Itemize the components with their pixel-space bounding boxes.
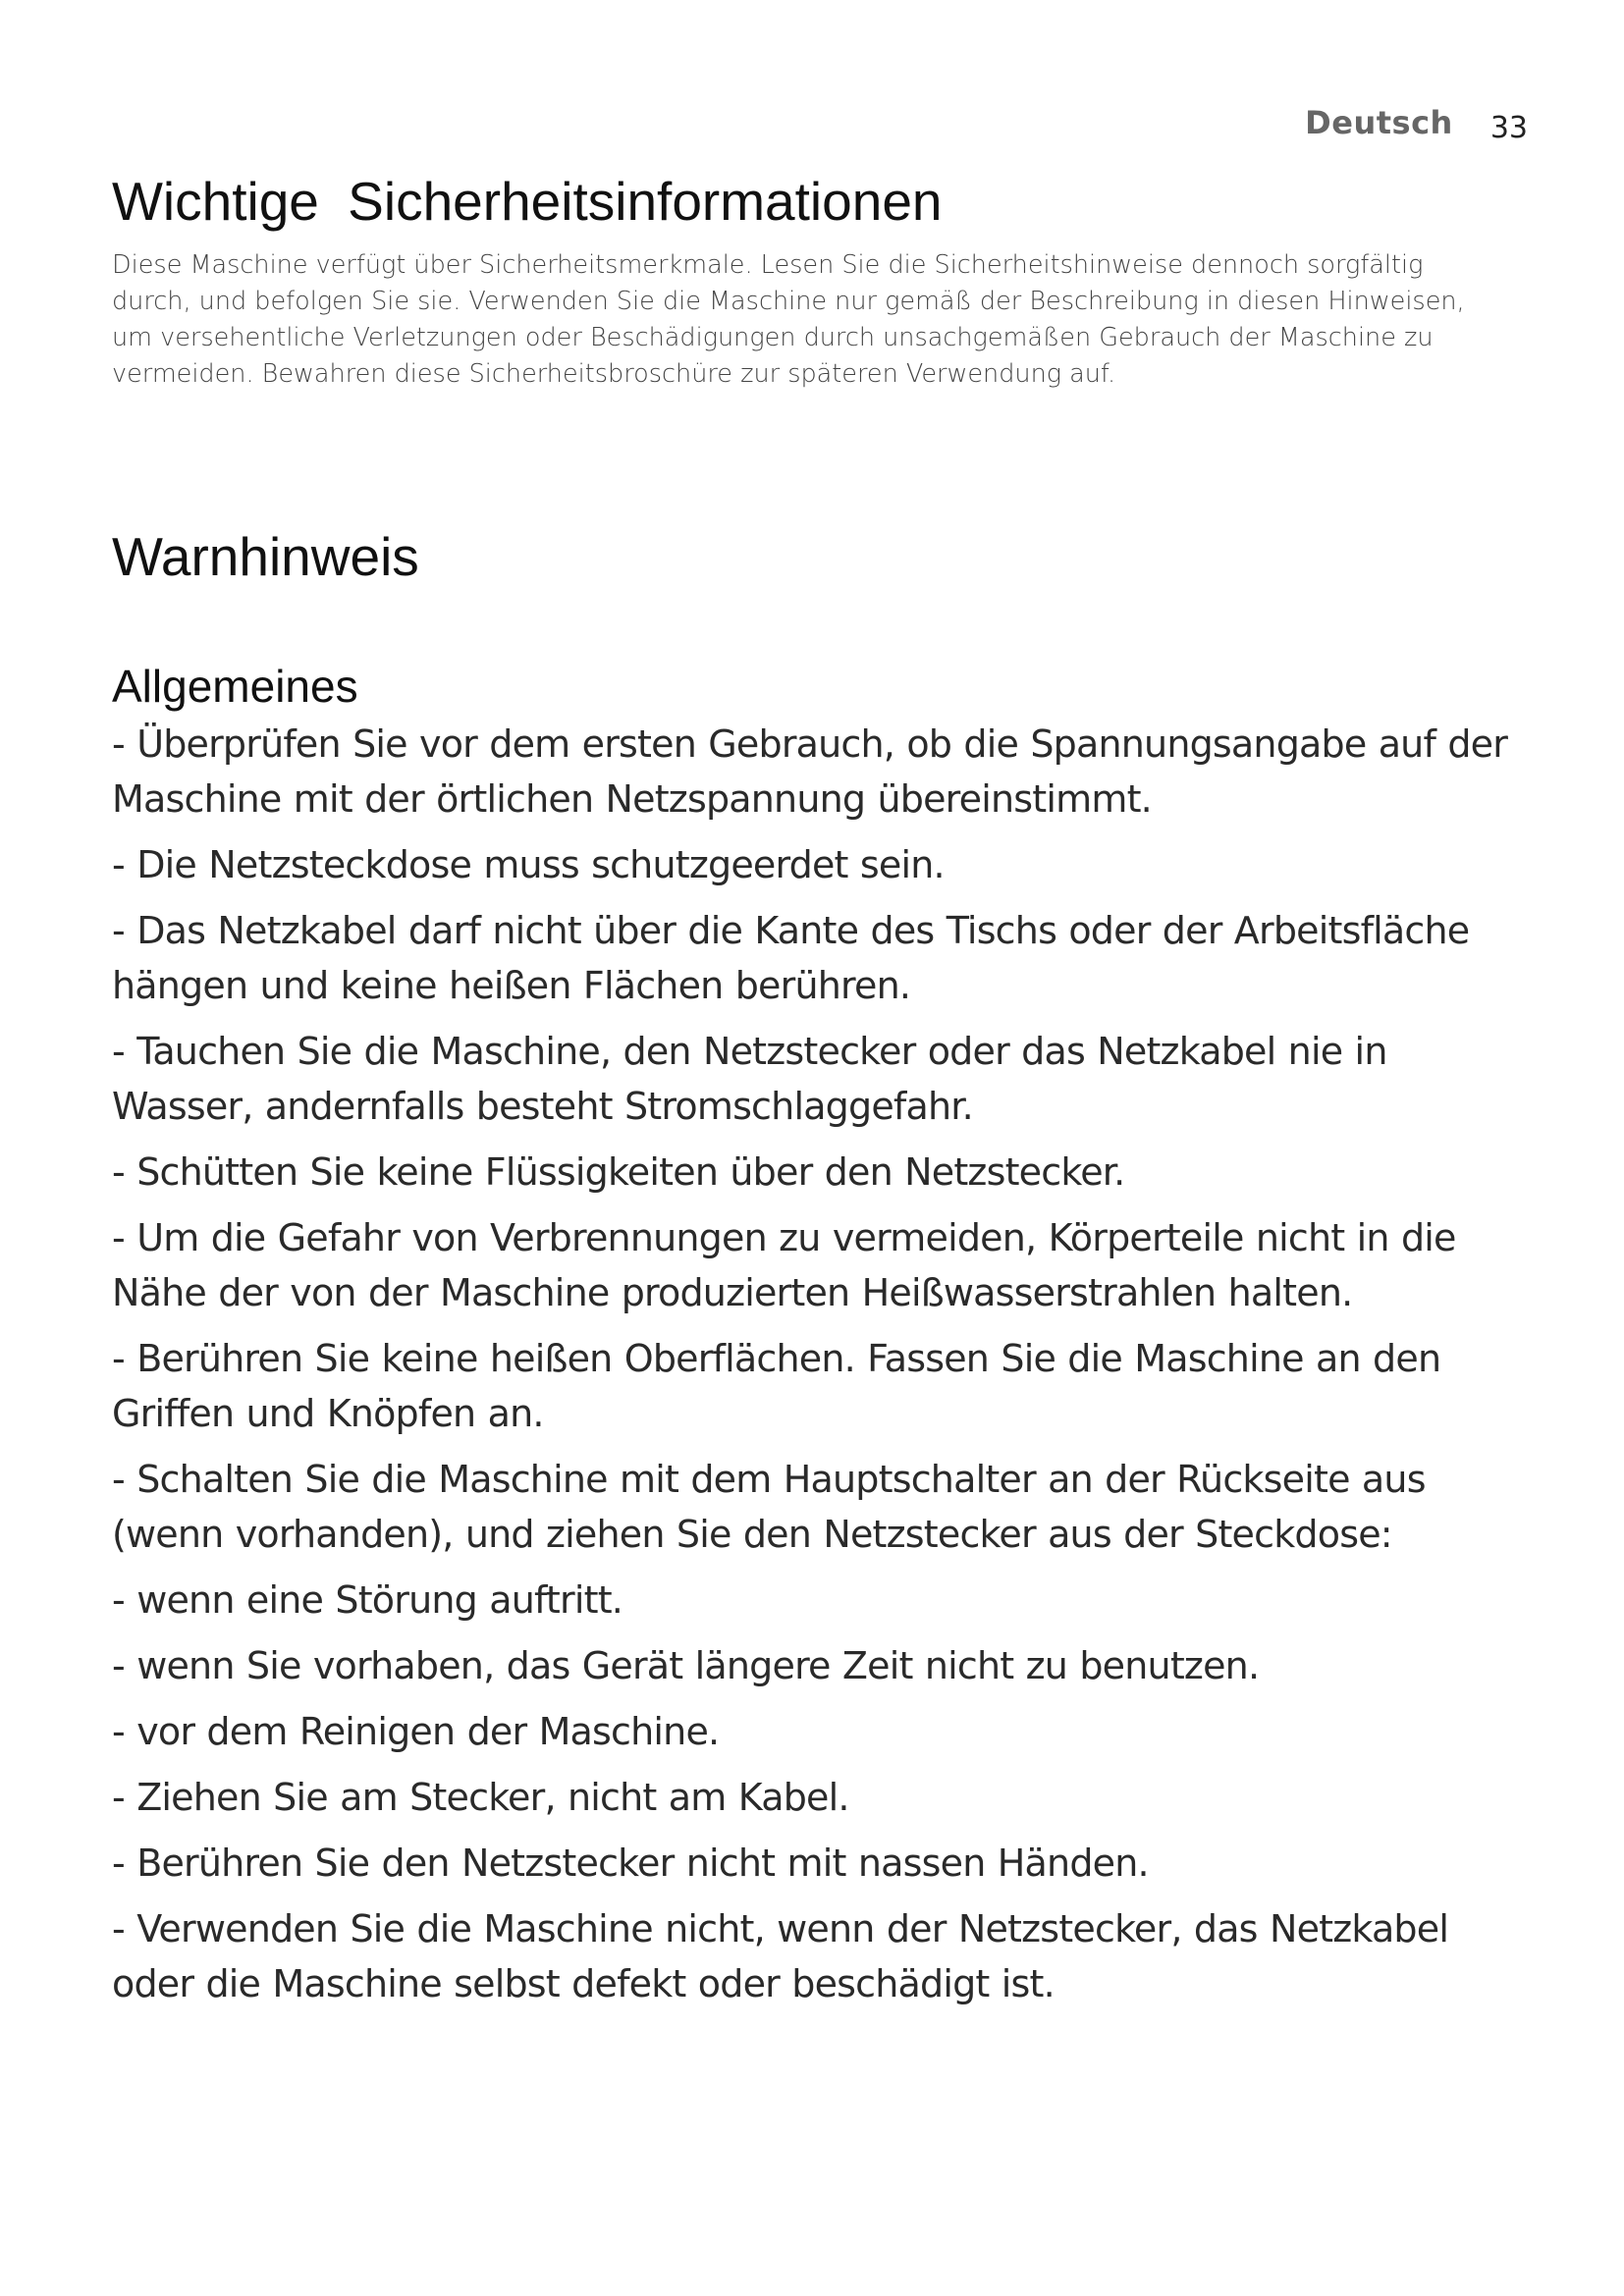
list-item: - Berühren Sie den Netzstecker nicht mit nassen Händen.: [112, 1842, 1149, 1885]
section-title: Warnhinweis: [112, 526, 419, 587]
page-header: [1305, 104, 1528, 145]
page-content: [112, 167, 1526, 2005]
list-item: - Das Netzkabel darf nicht über die Kante des Tischs oder der Arbeitsfläche hängen und keine heißen Flächen berühren.: [112, 909, 1470, 1007]
intro-paragraph: Diese Maschine verfügt über Sicherheitsmerkmale. Lesen Sie die Sicherheitshinweise dennoch sorgfältig durch, und befolgen Sie sie. Verwenden Sie die Maschine nur gemäß der Beschreibung in diesen Hinweisen, um versehentliche Verletzungen oder Beschädigungen durch unsachgemäßen Gebrauch der Maschine zu vermeiden. Bewahren diese Sicherheitsbroschüre zur späteren Verwendung auf.: [112, 250, 1465, 389]
list-item: - Überprüfen Sie vor dem ersten Gebrauch, ob die Spannungsangabe auf der Maschine mit der örtlichen Netzspannung übereinstimmt.: [112, 722, 1508, 821]
list-item: - Schalten Sie die Maschine mit dem Hauptschalter an der Rückseite aus (wenn vorhanden), und ziehen Sie den Netzstecker aus der Steckdose:: [112, 1458, 1426, 1556]
page-title: Wichtige Sicherheitsinformationen: [112, 171, 943, 232]
list-item: - Die Netzsteckdose muss schutzgeerdet sein.: [112, 843, 945, 886]
list-item: - wenn Sie vorhaben, das Gerät längere Zeit nicht zu benutzen.: [112, 1644, 1260, 1687]
list-item: - wenn eine Störung auftritt.: [112, 1578, 623, 1622]
list-item: - Berühren Sie keine heißen Oberflächen. Fassen Sie die Maschine an den Griffen und Knöpfen an.: [112, 1337, 1441, 1435]
list-item: - Verwenden Sie die Maschine nicht, wenn der Netzstecker, das Netzkabel oder die Maschine selbst defekt oder beschädigt ist.: [112, 1907, 1449, 2005]
list-item: - Um die Gefahr von Verbrennungen zu vermeiden, Körperteile nicht in die Nähe der von der Maschine produzierten Heißwasserstrahlen halten.: [112, 1216, 1456, 1314]
page-number: 33: [1489, 111, 1528, 145]
warning-list: [112, 717, 1536, 2022]
list-item: - Ziehen Sie am Stecker, nicht am Kabel.: [112, 1776, 849, 1819]
section-subtitle: Allgemeines: [112, 661, 358, 712]
header-language: Deutsch: [1305, 104, 1453, 141]
list-item: - Schütten Sie keine Flüssigkeiten über den Netzstecker.: [112, 1150, 1125, 1194]
list-item: - Tauchen Sie die Maschine, den Netzstecker oder das Netzkabel nie in Wasser, andernfalls besteht Stromschlaggefahr.: [112, 1030, 1387, 1128]
list-item: - vor dem Reinigen der Maschine.: [112, 1710, 720, 1753]
